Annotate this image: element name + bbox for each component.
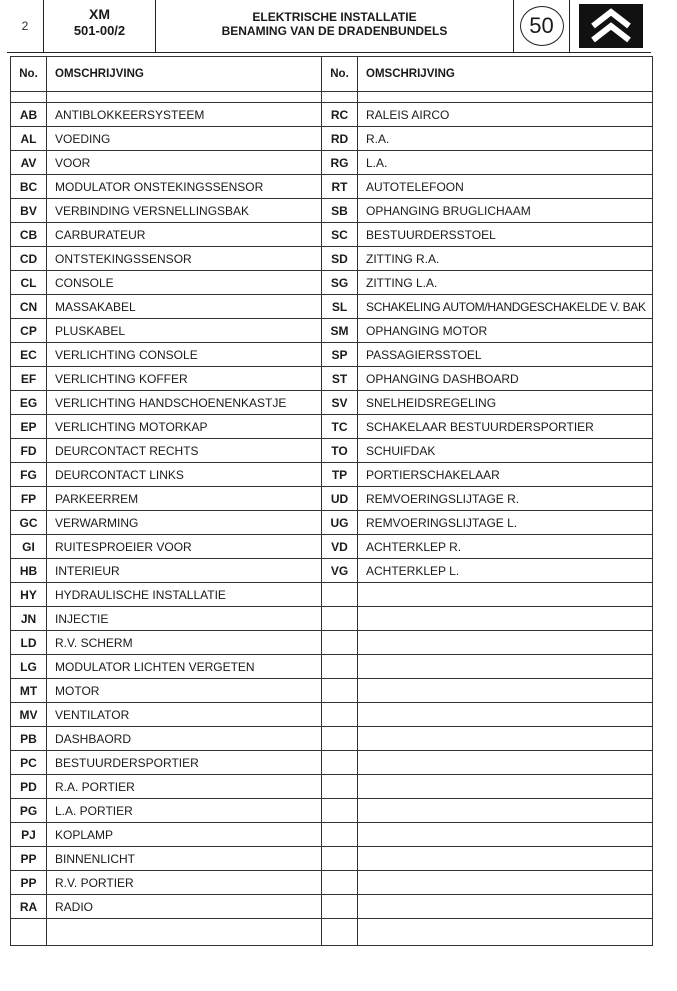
description-cell: VERLICHTING KOFFER	[47, 367, 322, 391]
table-row	[11, 127, 653, 151]
table-row	[11, 871, 653, 895]
description-cell: ONTSTEKINGSSENSOR	[47, 247, 322, 271]
code-cell	[322, 703, 358, 727]
code-cell: EP	[11, 415, 47, 439]
table-row	[11, 631, 653, 655]
table-row	[11, 823, 653, 847]
description-cell	[358, 847, 653, 871]
description-cell: AUTOTELEFOON	[358, 175, 653, 199]
code-cell: SL	[322, 295, 358, 319]
description-cell: INJECTIE	[47, 607, 322, 631]
code-cell	[322, 655, 358, 679]
empty-cell	[11, 919, 47, 946]
code-cell	[322, 871, 358, 895]
table-row	[11, 847, 653, 871]
col-header-desc: OMSCHRIJVING	[47, 57, 322, 92]
description-cell: OPHANGING BRUGLICHAAM	[358, 199, 653, 223]
description-cell: VOEDING	[47, 127, 322, 151]
section-number: 50	[520, 6, 564, 46]
code-cell: ST	[322, 367, 358, 391]
description-cell: BESTUURDERSPORTIER	[47, 751, 322, 775]
description-cell: ZITTING R.A.	[358, 247, 653, 271]
description-cell	[358, 727, 653, 751]
description-cell: SNELHEIDSREGELING	[358, 391, 653, 415]
description-cell	[358, 895, 653, 919]
document-title	[155, 0, 513, 52]
code-cell: CD	[11, 247, 47, 271]
description-cell: RUITESPROEIER VOOR	[47, 535, 322, 559]
code-cell	[322, 895, 358, 919]
description-cell: PORTIERSCHAKELAAR	[358, 463, 653, 487]
description-cell: L.A. PORTIER	[47, 799, 322, 823]
code-cell: RT	[322, 175, 358, 199]
description-cell: HYDRAULISCHE INSTALLATIE	[47, 583, 322, 607]
code-cell: PJ	[11, 823, 47, 847]
description-cell	[358, 751, 653, 775]
table-row	[11, 295, 653, 319]
code-cell: RD	[322, 127, 358, 151]
spacer-row	[11, 92, 653, 103]
code-cell	[322, 799, 358, 823]
code-cell: AB	[11, 103, 47, 127]
code-cell: BC	[11, 175, 47, 199]
table-row	[11, 343, 653, 367]
table-row	[11, 535, 653, 559]
code-cell: LD	[11, 631, 47, 655]
page-number: 2	[21, 19, 29, 33]
code-cell: PG	[11, 799, 47, 823]
description-cell: SCHAKELING AUTOM/HANDGESCHAKELDE V. BAK	[358, 295, 653, 319]
description-cell	[358, 631, 653, 655]
title-line-2: BENAMING VAN DE DRADENBUNDELS	[221, 24, 448, 38]
empty-cell	[47, 919, 322, 946]
table-row	[11, 175, 653, 199]
description-cell: PARKEERREM	[47, 487, 322, 511]
code-cell: PC	[11, 751, 47, 775]
table-row	[11, 415, 653, 439]
code-cell: BV	[11, 199, 47, 223]
description-cell: DASHBAORD	[47, 727, 322, 751]
code-cell: AV	[11, 151, 47, 175]
table-row	[11, 199, 653, 223]
empty-cell	[322, 919, 358, 946]
table-row	[11, 247, 653, 271]
code-cell	[322, 679, 358, 703]
description-cell	[358, 583, 653, 607]
code-cell: TC	[322, 415, 358, 439]
description-cell: VERLICHTING HANDSCHOENENKASTJE	[47, 391, 322, 415]
table-row	[11, 895, 653, 919]
code-cell: CL	[11, 271, 47, 295]
description-cell	[358, 823, 653, 847]
description-cell: RADIO	[47, 895, 322, 919]
empty-cell	[358, 919, 653, 946]
code-cell: EC	[11, 343, 47, 367]
code-cell: TO	[322, 439, 358, 463]
code-cell: SB	[322, 199, 358, 223]
table-row	[11, 271, 653, 295]
code-cell: RG	[322, 151, 358, 175]
code-cell: HB	[11, 559, 47, 583]
description-cell: OPHANGING MOTOR	[358, 319, 653, 343]
code-cell: AL	[11, 127, 47, 151]
description-cell: OPHANGING DASHBOARD	[358, 367, 653, 391]
description-cell: MASSAKABEL	[47, 295, 322, 319]
table-header-row	[11, 57, 653, 92]
code-cell: LG	[11, 655, 47, 679]
chevron-logo-icon	[579, 4, 643, 48]
code-cell: FP	[11, 487, 47, 511]
description-cell: INTERIEUR	[47, 559, 322, 583]
table-row	[11, 727, 653, 751]
description-cell	[358, 607, 653, 631]
description-cell: ZITTING L.A.	[358, 271, 653, 295]
code-cell	[322, 751, 358, 775]
code-cell: FD	[11, 439, 47, 463]
code-cell: PP	[11, 871, 47, 895]
description-cell: SCHUIFDAK	[358, 439, 653, 463]
description-cell: SCHAKELAAR BESTUURDERSPORTIER	[358, 415, 653, 439]
code-cell: MV	[11, 703, 47, 727]
model-name: XM	[89, 6, 110, 22]
description-cell: VERWARMING	[47, 511, 322, 535]
table-row	[11, 511, 653, 535]
code-cell	[322, 775, 358, 799]
code-cell: PB	[11, 727, 47, 751]
code-cell: UG	[322, 511, 358, 535]
code-cell: PD	[11, 775, 47, 799]
col-header-no-2: No.	[322, 57, 358, 92]
table-row	[11, 439, 653, 463]
description-cell: PASSAGIERSSTOEL	[358, 343, 653, 367]
empty-row	[11, 919, 653, 946]
description-cell: R.A.	[358, 127, 653, 151]
description-cell	[358, 871, 653, 895]
description-cell: REMVOERINGSLIJTAGE L.	[358, 511, 653, 535]
code-cell: PP	[11, 847, 47, 871]
code-cell: SG	[322, 271, 358, 295]
description-cell: DEURCONTACT RECHTS	[47, 439, 322, 463]
description-cell: RALEIS AIRCO	[358, 103, 653, 127]
description-cell	[358, 775, 653, 799]
description-cell	[358, 655, 653, 679]
description-cell: ACHTERKLEP L.	[358, 559, 653, 583]
table-row	[11, 607, 653, 631]
col-header-no: No.	[11, 57, 47, 92]
code-cell	[322, 727, 358, 751]
table-row	[11, 679, 653, 703]
description-cell: VERLICHTING MOTORKAP	[47, 415, 322, 439]
table-row	[11, 223, 653, 247]
table-row	[11, 799, 653, 823]
doc-code: 501-00/2	[73, 23, 126, 38]
code-cell	[322, 583, 358, 607]
table-row	[11, 367, 653, 391]
table-row	[11, 391, 653, 415]
code-cell: GC	[11, 511, 47, 535]
code-cell: SV	[322, 391, 358, 415]
description-cell: BINNENLICHT	[47, 847, 322, 871]
description-cell: MODULATOR LICHTEN VERGETEN	[47, 655, 322, 679]
code-cell	[322, 823, 358, 847]
code-cell: UD	[322, 487, 358, 511]
code-cell: CB	[11, 223, 47, 247]
code-cell: VD	[322, 535, 358, 559]
table-row	[11, 319, 653, 343]
table-row	[11, 655, 653, 679]
section-cell	[513, 0, 569, 52]
code-cell: GI	[11, 535, 47, 559]
description-cell: MOTOR	[47, 679, 322, 703]
code-cell: SC	[322, 223, 358, 247]
table-row	[11, 463, 653, 487]
code-cell	[322, 607, 358, 631]
table-row	[11, 703, 653, 727]
description-cell	[358, 799, 653, 823]
description-cell: CONSOLE	[47, 271, 322, 295]
table-row	[11, 151, 653, 175]
description-cell: KOPLAMP	[47, 823, 322, 847]
description-cell: PLUSKABEL	[47, 319, 322, 343]
model-cell	[43, 0, 155, 52]
code-cell	[322, 631, 358, 655]
table-row	[11, 487, 653, 511]
description-cell	[358, 679, 653, 703]
description-cell: BESTUURDERSSTOEL	[358, 223, 653, 247]
code-cell: EF	[11, 367, 47, 391]
table-row	[11, 751, 653, 775]
code-cell: SM	[322, 319, 358, 343]
code-cell: RA	[11, 895, 47, 919]
code-cell: SD	[322, 247, 358, 271]
table-row	[11, 775, 653, 799]
code-cell: MT	[11, 679, 47, 703]
code-cell: TP	[322, 463, 358, 487]
description-cell: VERLICHTING CONSOLE	[47, 343, 322, 367]
title-line-1: ELEKTRISCHE INSTALLATIE	[252, 10, 417, 24]
description-cell: ANTIBLOKKEERSYSTEEM	[47, 103, 322, 127]
table-row	[11, 103, 653, 127]
description-cell: ACHTERKLEP R.	[358, 535, 653, 559]
description-cell: REMVOERINGSLIJTAGE R.	[358, 487, 653, 511]
code-cell: CN	[11, 295, 47, 319]
logo-cell	[569, 0, 651, 52]
description-cell: VOOR	[47, 151, 322, 175]
description-cell: VERBINDING VERSNELLINGSBAK	[47, 199, 322, 223]
code-cell: RC	[322, 103, 358, 127]
code-cell: HY	[11, 583, 47, 607]
code-cell: CP	[11, 319, 47, 343]
description-cell: L.A.	[358, 151, 653, 175]
page-header	[7, 0, 651, 53]
code-cell: JN	[11, 607, 47, 631]
description-cell: R.A. PORTIER	[47, 775, 322, 799]
col-header-desc-2: OMSCHRIJVING	[358, 57, 653, 92]
description-cell: R.V. SCHERM	[47, 631, 322, 655]
description-cell: VENTILATOR	[47, 703, 322, 727]
table-row	[11, 559, 653, 583]
wiring-harness-table	[10, 56, 653, 946]
description-cell: R.V. PORTIER	[47, 871, 322, 895]
code-cell: FG	[11, 463, 47, 487]
description-cell: MODULATOR ONSTEKINGSSENSOR	[47, 175, 322, 199]
code-cell: EG	[11, 391, 47, 415]
code-cell	[322, 847, 358, 871]
code-cell: SP	[322, 343, 358, 367]
code-cell: VG	[322, 559, 358, 583]
description-cell: DEURCONTACT LINKS	[47, 463, 322, 487]
table-row	[11, 583, 653, 607]
description-cell	[358, 703, 653, 727]
description-cell: CARBURATEUR	[47, 223, 322, 247]
